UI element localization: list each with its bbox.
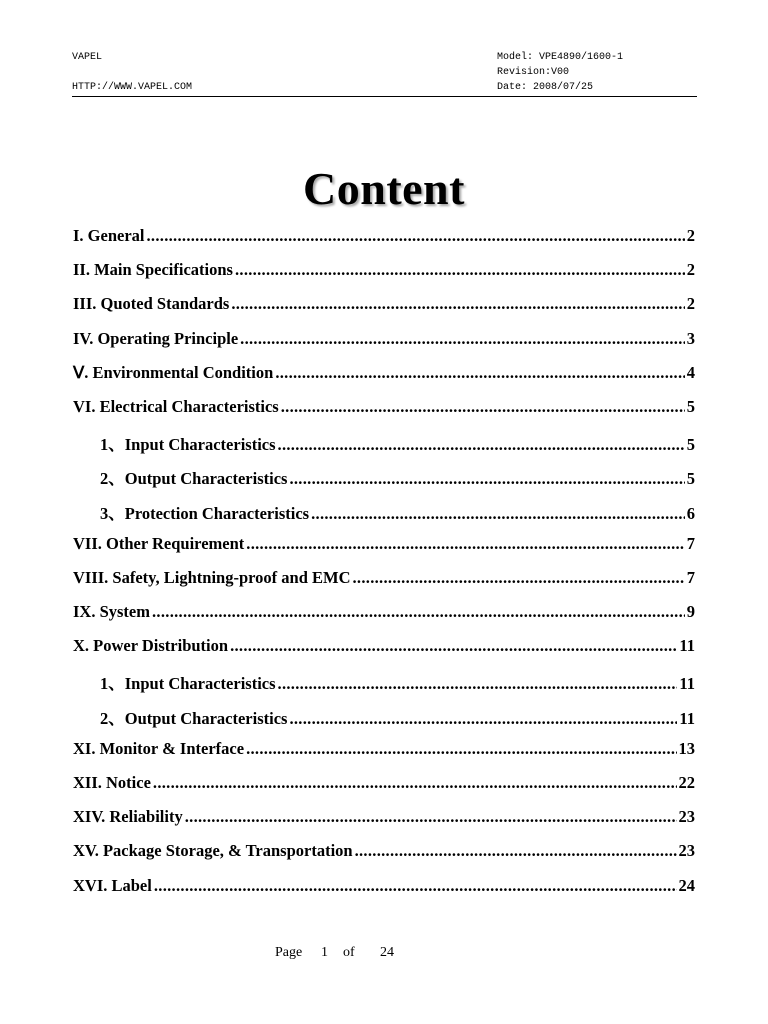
table-of-contents <box>73 226 695 910</box>
toc-page-number: 9 <box>686 602 695 622</box>
toc-leader-dots <box>246 534 684 554</box>
toc-entry-pd-input-characteristics[interactable] <box>73 670 695 704</box>
header-right <box>497 50 623 95</box>
toc-page-number: 11 <box>679 636 695 656</box>
toc-label: XII. Notice <box>73 773 151 792</box>
toc-leader-dots <box>281 397 685 417</box>
toc-entry-electrical-characteristics[interactable] <box>73 397 695 431</box>
toc-page-number: 2 <box>686 226 695 245</box>
toc-label: I. General <box>73 226 145 245</box>
toc-page-number: 5 <box>686 435 695 455</box>
toc-entry-system[interactable] <box>73 602 695 636</box>
toc-page-number: 4 <box>686 362 695 382</box>
toc-leader-dots <box>153 773 677 793</box>
toc-label: II. Main Specifications <box>73 260 233 280</box>
toc-entry-operating-principle[interactable] <box>73 329 695 363</box>
toc-leader-dots <box>231 294 684 314</box>
toc-page-number: 6 <box>686 503 695 523</box>
footer-total-pages: 24 <box>380 945 394 960</box>
toc-label: XVI. Label <box>73 875 152 895</box>
toc-leader-dots <box>278 674 678 694</box>
toc-page-number: 7 <box>686 533 695 553</box>
toc-page-number: 22 <box>678 773 695 792</box>
toc-entry-main-specifications[interactable] <box>73 260 695 294</box>
document-date: Date: 2008/07/25 <box>497 82 594 93</box>
toc-leader-dots <box>152 602 685 622</box>
page-header <box>72 50 697 97</box>
toc-label: 2、Output Characteristics <box>100 708 288 728</box>
toc-label: III. Quoted Standards <box>73 294 230 314</box>
toc-label: XV. Package Storage, & Transportation <box>73 841 353 861</box>
toc-label: VIII. Safety, Lightning-proof and EMC <box>73 567 351 587</box>
toc-label: X. Power Distribution <box>73 636 229 656</box>
toc-page-number: 23 <box>678 841 695 861</box>
toc-label: VII. Other Requirement <box>73 533 245 553</box>
toc-entry-protection-characteristics[interactable] <box>73 500 695 534</box>
toc-leader-dots <box>235 260 685 280</box>
toc-label: IV. Operating Principle <box>73 328 239 348</box>
toc-label: 1、Input Characteristics <box>100 674 276 694</box>
toc-leader-dots <box>246 739 676 759</box>
toc-leader-dots <box>275 363 684 383</box>
revision: Revision:V00 <box>497 67 570 78</box>
toc-leader-dots <box>240 329 685 349</box>
toc-leader-dots <box>185 807 677 827</box>
company-url: HTTP://WWW.VAPEL.COM <box>72 82 193 93</box>
toc-entry-general[interactable] <box>73 226 695 260</box>
toc-leader-dots <box>289 469 684 489</box>
footer-page-word: Page <box>275 945 303 960</box>
toc-label: Ⅴ. Environmental Condition <box>73 362 274 382</box>
toc-page-number: 7 <box>686 567 695 587</box>
toc-label: 1、Input Characteristics <box>100 435 276 455</box>
toc-label: 3、Protection Characteristics <box>100 503 310 523</box>
toc-label: XI. Monitor & Interface <box>73 738 245 758</box>
toc-page-number: 24 <box>678 875 695 895</box>
page-title: Content <box>303 163 465 214</box>
toc-page-number: 5 <box>686 396 695 416</box>
toc-leader-dots <box>311 504 685 524</box>
toc-entry-package-storage[interactable] <box>73 841 695 875</box>
toc-leader-dots <box>147 226 685 246</box>
toc-page-number: 13 <box>678 738 695 758</box>
toc-leader-dots <box>353 568 685 588</box>
toc-entry-output-characteristics[interactable] <box>73 465 695 499</box>
model-number: Model: VPE4890/1600-1 <box>497 52 624 63</box>
toc-leader-dots <box>278 435 685 455</box>
toc-entry-other-requirement[interactable] <box>73 534 695 568</box>
toc-leader-dots <box>355 841 677 861</box>
footer-of-word: of <box>343 945 355 960</box>
toc-entry-power-distribution[interactable] <box>73 636 695 670</box>
footer-current-page: 1 <box>321 945 328 960</box>
toc-page-number: 5 <box>686 469 695 489</box>
toc-entry-reliability[interactable] <box>73 807 695 841</box>
toc-page-number: 3 <box>686 328 695 348</box>
toc-label: XIV. Reliability <box>73 807 183 827</box>
toc-page-number: 23 <box>678 807 695 827</box>
toc-entry-safety-emc[interactable] <box>73 568 695 602</box>
company-name: VAPEL <box>72 52 103 63</box>
toc-label: IX. System <box>73 602 150 622</box>
header-left <box>72 50 192 95</box>
toc-leader-dots <box>289 709 677 729</box>
toc-label: VI. Electrical Characteristics <box>73 396 279 416</box>
toc-entry-notice[interactable] <box>73 773 695 807</box>
toc-entry-monitor-interface[interactable] <box>73 739 695 773</box>
toc-page-number: 11 <box>679 708 695 728</box>
toc-label: 2、Output Characteristics <box>100 469 288 489</box>
toc-entry-pd-output-characteristics[interactable] <box>73 705 695 739</box>
toc-entry-input-characteristics[interactable] <box>73 431 695 465</box>
toc-page-number: 2 <box>686 294 695 314</box>
toc-page-number: 11 <box>679 674 695 694</box>
toc-leader-dots <box>154 876 677 896</box>
toc-page-number: 2 <box>686 260 695 280</box>
toc-entry-quoted-standards[interactable] <box>73 294 695 328</box>
toc-leader-dots <box>230 636 677 656</box>
toc-entry-label[interactable] <box>73 876 695 910</box>
toc-entry-environmental-condition[interactable] <box>73 363 695 397</box>
